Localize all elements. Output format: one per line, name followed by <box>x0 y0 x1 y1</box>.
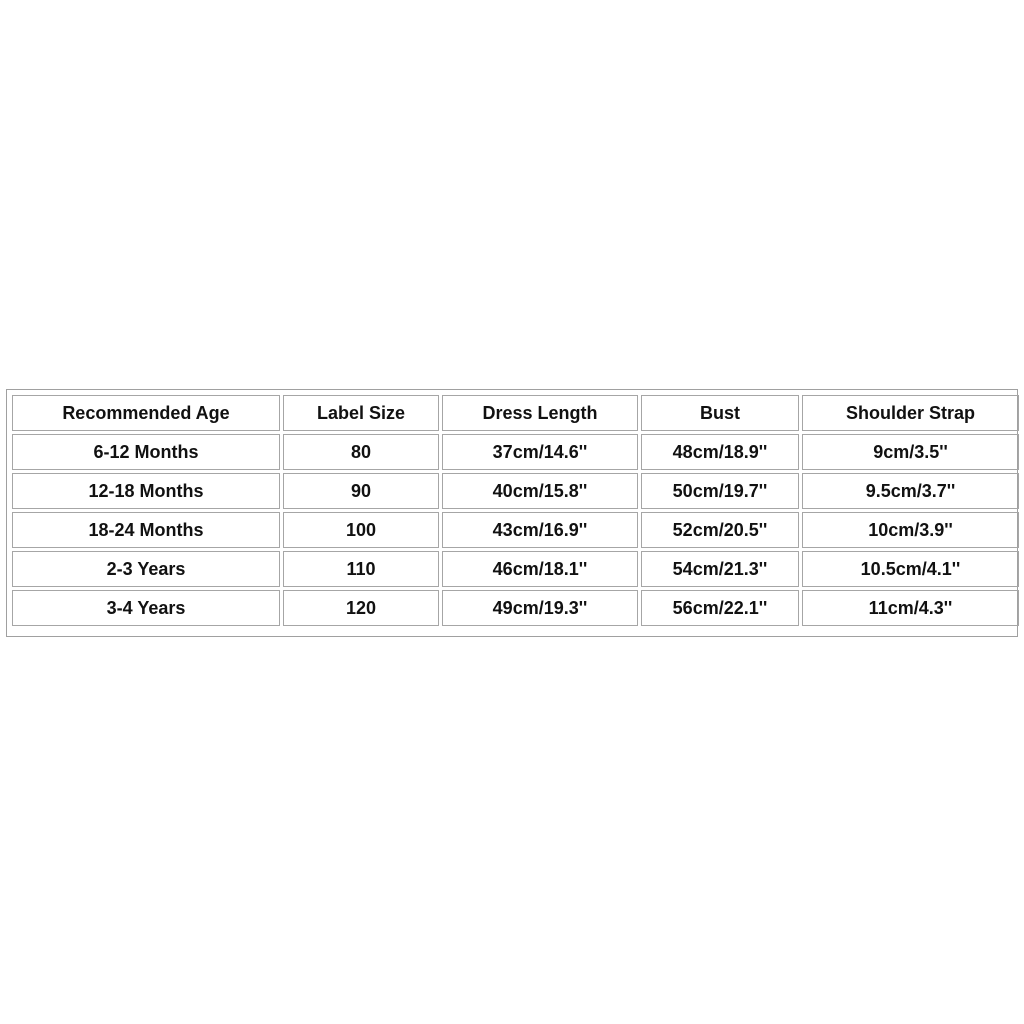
cell-label-size: 100 <box>283 512 439 548</box>
cell-recommended-age: 2-3 Years <box>12 551 280 587</box>
cell-shoulder-strap: 9.5cm/3.7'' <box>802 473 1019 509</box>
table-row <box>12 590 1019 626</box>
cell-dress-length: 43cm/16.9'' <box>442 512 638 548</box>
header-row <box>12 395 1019 431</box>
cell-dress-length: 37cm/14.6'' <box>442 434 638 470</box>
header-bust: Bust <box>641 395 799 431</box>
cell-label-size: 120 <box>283 590 439 626</box>
cell-recommended-age: 3-4 Years <box>12 590 280 626</box>
cell-shoulder-strap: 11cm/4.3'' <box>802 590 1019 626</box>
cell-bust: 48cm/18.9'' <box>641 434 799 470</box>
cell-dress-length: 40cm/15.8'' <box>442 473 638 509</box>
header-recommended-age: Recommended Age <box>12 395 280 431</box>
cell-label-size: 80 <box>283 434 439 470</box>
header-shoulder-strap: Shoulder Strap <box>802 395 1019 431</box>
cell-label-size: 90 <box>283 473 439 509</box>
cell-bust: 52cm/20.5'' <box>641 512 799 548</box>
cell-dress-length: 46cm/18.1'' <box>442 551 638 587</box>
cell-bust: 50cm/19.7'' <box>641 473 799 509</box>
size-chart-table <box>9 392 1022 629</box>
cell-recommended-age: 18-24 Months <box>12 512 280 548</box>
cell-recommended-age: 12-18 Months <box>12 473 280 509</box>
cell-shoulder-strap: 10.5cm/4.1'' <box>802 551 1019 587</box>
header-label-size: Label Size <box>283 395 439 431</box>
cell-recommended-age: 6-12 Months <box>12 434 280 470</box>
cell-bust: 54cm/21.3'' <box>641 551 799 587</box>
size-chart <box>6 389 1018 637</box>
cell-shoulder-strap: 9cm/3.5'' <box>802 434 1019 470</box>
cell-dress-length: 49cm/19.3'' <box>442 590 638 626</box>
table-row <box>12 434 1019 470</box>
table-row <box>12 473 1019 509</box>
cell-bust: 56cm/22.1'' <box>641 590 799 626</box>
header-dress-length: Dress Length <box>442 395 638 431</box>
table-row <box>12 551 1019 587</box>
table-row <box>12 512 1019 548</box>
cell-label-size: 110 <box>283 551 439 587</box>
cell-shoulder-strap: 10cm/3.9'' <box>802 512 1019 548</box>
